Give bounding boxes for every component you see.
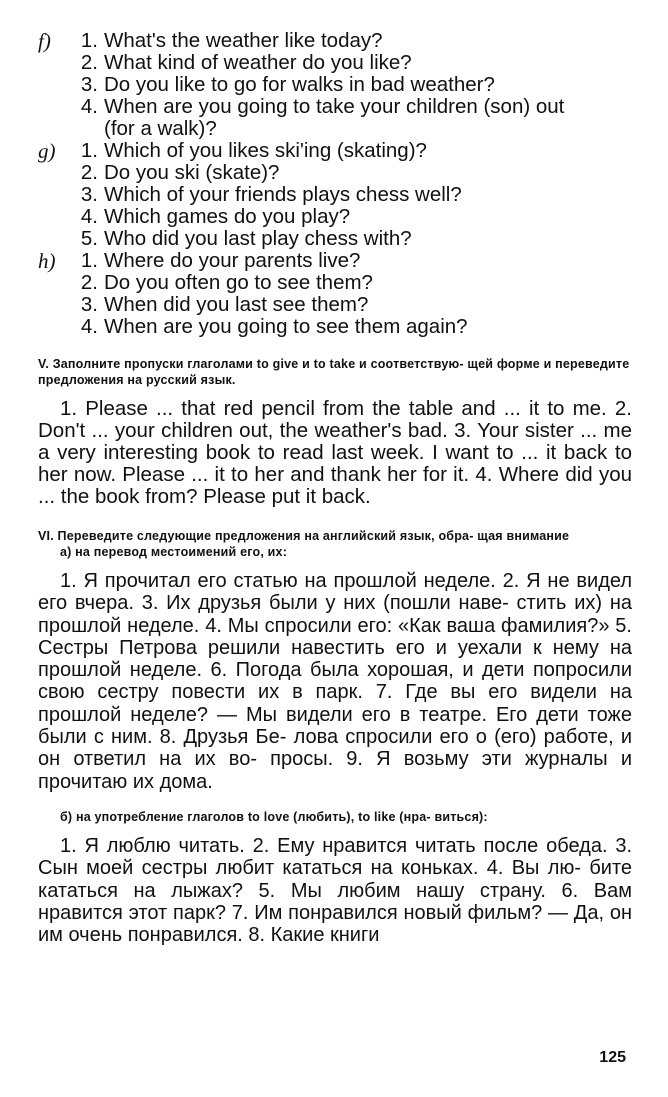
question-group-h — [38, 250, 632, 338]
list-item: f) 1. What's the weather like today? — [38, 29, 383, 53]
question-group-g — [38, 140, 632, 250]
question-group-f — [38, 30, 632, 140]
list-item-continuation: (for a walk)? — [104, 117, 217, 140]
exercise-text: 1. Я прочитал его статью на прошлой неделе. 2. Я не видел его вчера. 3. Их друзья были у них (пошли наве- стить их) на прошлой неделе. 4. Мы спросили его: «Как ваша фамилия?» 5. Сестры Петрова решили навестить его и уехали к нему на прошлой неделе. 6. Погода была хорошая, и дети попросили свою сестру повести их в парк. 7. Где вы его видели на прошлой неделе? — Мы видели его в театре. Его дети тоже были с ним. 8. Друзья Бе- лова спросили его о (его) работе, и он ответил на их во- просы. 9. Я возьму эти журналы и прочитаю их дома. — [38, 570, 632, 793]
exercise-subheading: а) на перевод местоимений его, их: — [60, 545, 288, 559]
list-item: h) 1. Where do your parents live? — [38, 249, 361, 273]
page-number: 125 — [599, 1049, 626, 1066]
group-letter: f) — [38, 29, 51, 53]
list-item: 3. Which of your friends plays chess well? — [80, 183, 462, 206]
exercise-subheading: б) на употребление глаголов to love (любить), to like (нра- виться): — [60, 809, 488, 824]
list-item: 3. When did you last see them? — [80, 293, 369, 316]
list-item: 2. Do you often go to see them? — [80, 271, 373, 294]
group-letter: h) — [38, 249, 56, 273]
exercise-heading: V. Заполните пропуски глаголами to give и to take и соответствую- щей форме и переведите предложения на русский язык. — [38, 357, 630, 387]
list-item: 2. What kind of weather do you like? — [80, 51, 412, 74]
list-item: g) 1. Which of you likes ski'ing (skating)? — [38, 139, 427, 163]
list-item: 3. Do you like to go for walks in bad weather? — [80, 73, 495, 96]
list-item: 4. When are you going to see them again? — [80, 315, 468, 338]
list-item: 2. Do you ski (skate)? — [80, 161, 280, 184]
exercise-heading: VI. Переведите следующие предложения на английский язык, обра- щая внимание — [38, 529, 570, 543]
group-letter: g) — [38, 139, 56, 163]
exercise-text: 1. Please ... that red pencil from the table and ... it to me. 2. Don't ... your children out, the weather's bad. 3. Your sister ... me a very interesting book to read last week. I want to ... it back to her now. Please ... it to her and thank her for it. 4. Where did you ... the book from? Please put it back. — [38, 397, 632, 508]
list-item: 4. Which games do you play? — [80, 205, 351, 228]
list-item: 5. Who did you last play chess with? — [80, 227, 412, 250]
exercise-text: 1. Я люблю читать. 2. Ему нравится читать после обеда. 3. Сын моей сестры любит кататься на коньках. 4. Вы лю- бите кататься на лыжах? 5. Мы любим нашу страну. 6. Вам нравится этот парк? 7. Им понравился новый фильм? — Да, он им очень понравился. 8. Какие книги — [38, 834, 632, 947]
book-page — [38, 30, 632, 946]
list-item: 4. When are you going to take your children (son) out — [80, 95, 565, 118]
